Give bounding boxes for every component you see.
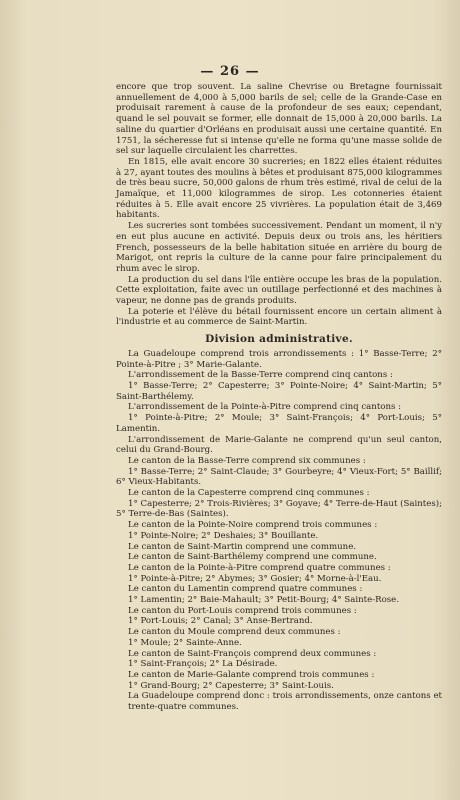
admin-line: 1° Pointe-à-Pitre; 2° Abymes; 3° Gosier; 4° Morne-à-l'Eau.	[128, 573, 382, 584]
admin-line: Le canton de la Pointe-Noire comprend trois communes :	[128, 520, 378, 531]
admin-line: Le canton de Saint-Barthélemy comprend une commune.	[128, 552, 377, 563]
admin-line: 1° Basse-Terre; 2° Capesterre; 3° Pointe-Noire; 4° Saint-Martin; 5° Saint-Barthélemy.	[116, 380, 442, 402]
page-number: — 26 —	[200, 64, 260, 79]
admin-line: 1° Lamentin; 2° Baie-Mahault; 3° Petit-Bourg; 4° Sainte-Rose.	[128, 595, 399, 606]
paragraph: En 1815, elle avait encore 30 sucreries; en 1822 elles étaient réduites à 27, ayant toutes des moulins à bêtes et produisant 875,000 kilogrammes de très beau sucre, 50,000 galons de rhum très estimé, rival de celui de la Jamaïque, et 11,000 kilogrammes de sirop. Les cotonneries étaient réduites à 5. Elle avait encore 25 vivrières. La population était de 3,469 habitants.	[116, 156, 442, 221]
admin-line: 1° Pointe-Noire; 2° Deshaies; 3° Bouillante.	[128, 530, 319, 541]
admin-line: Le canton du Port-Louis comprend trois communes :	[128, 605, 357, 616]
admin-line: 1° Saint-François; 2° La Désirade.	[128, 659, 278, 670]
admin-line: Le canton de la Basse-Terre comprend six communes :	[128, 455, 366, 466]
admin-line: L'arrondissement de la Pointe-à-Pitre comprend cinq cantons :	[128, 402, 402, 413]
admin-line: 1° Grand-Bourg; 2° Capesterre; 3° Saint-Louis.	[128, 680, 334, 691]
admin-line: La Guadeloupe comprend trois arrondissements : 1° Basse-Terre; 2° Pointe-à-Pitre ; 3° Marie-Galante.	[116, 348, 442, 370]
section-title: Division administrative.	[205, 333, 353, 346]
admin-line: 1° Moule; 2° Sainte-Anne.	[128, 637, 242, 648]
admin-line: 1° Basse-Terre; 2° Saint-Claude; 3° Gourbeyre; 4° Vieux-Fort; 5° Baillif; 6° Vieux-Habitants.	[116, 466, 442, 488]
paragraph: encore que trop souvent. La saline Chevrise ou Bretagne fournissait annuellement de 4,000 à 5,000 barils de sel; celle de la Grande-Case en produisait rarement à cause de la profondeur de ses eaux; cependant, quand le sel pouvait se former, elle donnait de 15,000 à 20,000 barils. La saline du quartier d'Orléans en produisait aussi une certaine quantité. En 1751, la sécheresse fut si intense qu'elle ne forma qu'une masse solide de sel sur laquelle circulaient les charrettes.	[116, 82, 442, 157]
admin-line: L'arrondissement de la Basse-Terre comprend cinq cantons :	[128, 370, 393, 381]
admin-line: 1° Capesterre; 2° Trois-Rivières; 3° Goyave; 4° Terre-de-Haut (Saintes); 5° Terre-de-Bas (Saintes).	[116, 498, 442, 520]
admin-line: 1° Port-Louis; 2° Canal; 3° Anse-Bertrand.	[128, 616, 313, 627]
paragraph: La production du sel dans l'île entière occupe les bras de la population. Cette exploitation, faite avec un outillage perfectionné et des machines à vapeur, ne donne pas de grands produits.	[116, 274, 442, 307]
admin-line: Le canton du Moule comprend deux communes :	[128, 627, 341, 638]
paragraph: Les sucreries sont tombées successivement. Pendant un moment, il n'y en eut plus aucune en activité. Depuis deux ou trois ans, les héritiers French, possesseurs de la belle habitation située en arrière du bourg de Marigot, ont repris la culture de la canne pour faire principalement du rhum avec le sirop.	[116, 221, 442, 274]
admin-line: Le canton de Marie-Galante comprend trois communes :	[128, 669, 375, 680]
admin-line: Le canton de la Pointe-à-Pitre comprend quatre communes :	[128, 562, 391, 573]
admin-line: 1° Pointe-à-Pitre; 2° Moule; 3° Saint-François; 4° Port-Louis; 5° Lamentin.	[116, 413, 442, 434]
admin-line: Le canton du Lamentin comprend quatre communes :	[128, 584, 363, 595]
administrative-list	[116, 349, 442, 713]
body-text	[116, 82, 442, 713]
admin-line: Le canton de Saint-Martin comprend une commune.	[128, 541, 357, 552]
admin-line: La Guadeloupe comprend donc : trois arrondissements, onze cantons et trente-quatre communes.	[128, 691, 442, 713]
admin-line: L'arrondissement de Marie-Galante ne comprend qu'un seul canton, celui du Grand-Bourg.	[116, 434, 442, 456]
paragraph: La poterie et l'élève du bétail fournissent encore un certain aliment à l'industrie et au commerce de Saint-Martin.	[116, 306, 442, 328]
admin-line: Le canton de la Capesterre comprend cinq communes :	[128, 488, 370, 499]
admin-line: Le canton de Saint-François comprend deux communes :	[128, 648, 377, 659]
